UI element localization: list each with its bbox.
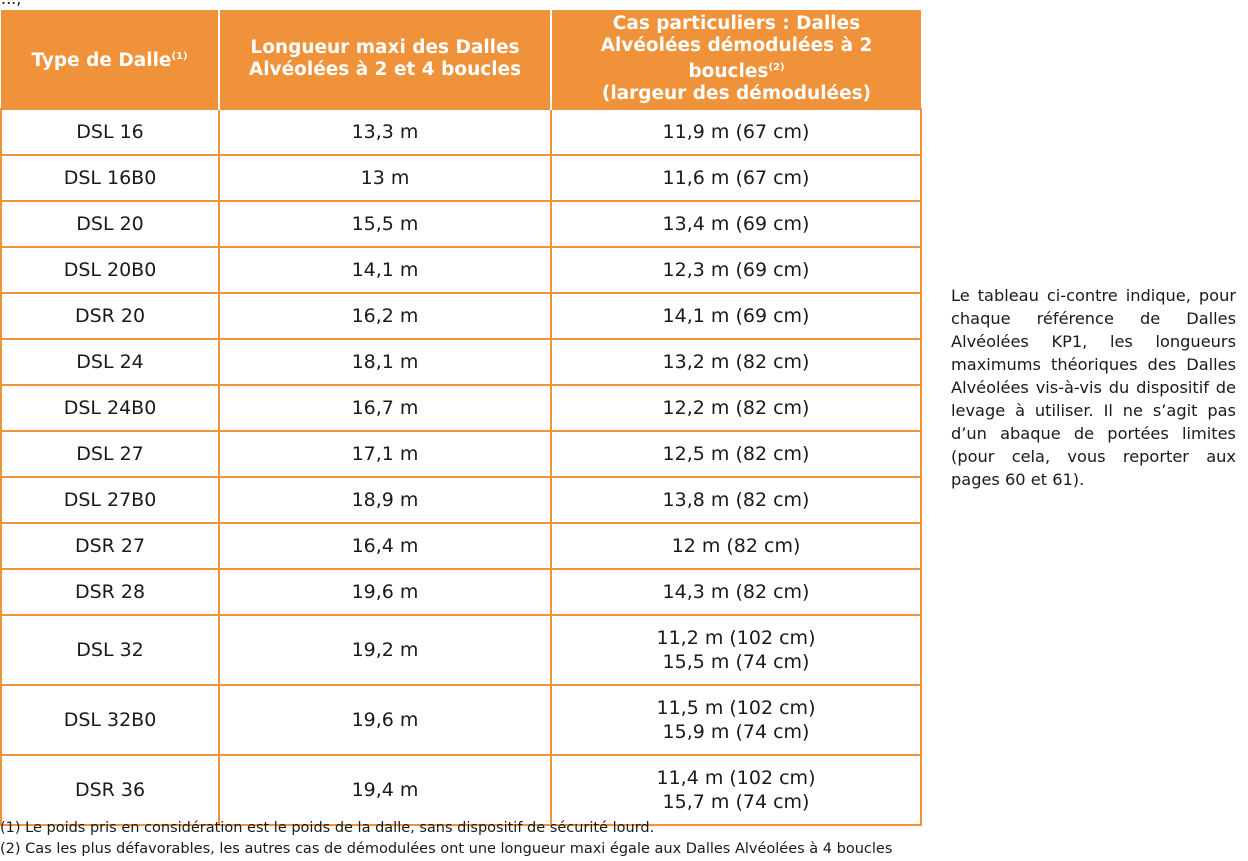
special-case-value: 11,2 m (102 cm): [656, 627, 816, 649]
cell-slab-type: DSL 24: [1, 339, 219, 385]
cell-special-case: [551, 201, 921, 247]
footnote-1: (1) Le poids pris en considération est le poids de la dalle, sans dispositif de sécurité lourd.: [0, 820, 655, 836]
cut-off-top-text: [0, 0, 60, 10]
cell-special-case: [551, 109, 921, 155]
cell-special-case: [551, 293, 921, 339]
side-note: Le tableau ci-contre indique, pour chaque référence de Dalles Alvéolées KP1, les longueurs maximums théoriques des Dalles Alvéolées vis-à-vis du dispositif de levage à utiliser. Il ne s’agit pas d’un abaque de portées limites (pour cela, vous reporter aux pages 60 et 61).: [951, 286, 1236, 489]
slab-length-table: [0, 10, 922, 826]
cell-special-case: [551, 339, 921, 385]
table-header-row: [1, 10, 921, 109]
cell-max-length: 14,1 m: [219, 247, 551, 293]
table-row: [1, 431, 921, 477]
cell-max-length: 18,1 m: [219, 339, 551, 385]
header-max-length: Longueur maxi des Dalles Alvéolées à 2 et 4 boucles: [219, 10, 551, 109]
table-row: [1, 477, 921, 523]
special-case-value: 15,5 m (74 cm): [662, 651, 810, 673]
table-row: [1, 109, 921, 155]
cell-slab-type: DSL 27B0: [1, 477, 219, 523]
special-case-value: 11,6 m (67 cm): [662, 167, 810, 189]
cell-special-case: [551, 615, 921, 685]
cell-slab-type: DSL 32B0: [1, 685, 219, 755]
cell-max-length: 18,9 m: [219, 477, 551, 523]
cell-special-case: [551, 523, 921, 569]
special-case-value: 11,9 m (67 cm): [662, 121, 810, 143]
cell-slab-type: DSL 20B0: [1, 247, 219, 293]
cell-max-length: 16,2 m: [219, 293, 551, 339]
table-row: [1, 569, 921, 615]
cell-slab-type: DSR 28: [1, 569, 219, 615]
cell-slab-type: DSL 24B0: [1, 385, 219, 431]
cell-max-length: 16,7 m: [219, 385, 551, 431]
cell-max-length: 13 m: [219, 155, 551, 201]
table-row: [1, 247, 921, 293]
table-row: [1, 155, 921, 201]
special-case-value: 12,3 m (69 cm): [662, 259, 810, 281]
cell-special-case: [551, 385, 921, 431]
special-case-value: 13,4 m (69 cm): [662, 213, 810, 235]
cell-special-case: [551, 569, 921, 615]
special-case-value: 14,3 m (82 cm): [662, 581, 810, 603]
cell-special-case: [551, 685, 921, 755]
cell-slab-type: DSR 27: [1, 523, 219, 569]
cell-slab-type: DSR 20: [1, 293, 219, 339]
cell-max-length: 17,1 m: [219, 431, 551, 477]
table-row: [1, 685, 921, 755]
cell-slab-type: DSL 32: [1, 615, 219, 685]
cell-special-case: [551, 755, 921, 825]
table-row: [1, 293, 921, 339]
cell-max-length: 19,6 m: [219, 569, 551, 615]
special-case-value: 13,8 m (82 cm): [662, 489, 810, 511]
special-case-value: 12,5 m (82 cm): [662, 443, 810, 465]
special-case-value: 11,5 m (102 cm): [656, 697, 816, 719]
header-special-cases: Cas particuliers : Dalles Alvéolées démodulées à 2 boucles$^{(2)}$ (largeur des démodulées): [551, 10, 921, 109]
header-slab-type: Type de Dalle$^{(1)}$: [1, 10, 219, 109]
special-case-value: 12 m (82 cm): [671, 535, 801, 557]
table-row: [1, 339, 921, 385]
cell-max-length: 19,2 m: [219, 615, 551, 685]
cell-max-length: 19,4 m: [219, 755, 551, 825]
cell-slab-type: DSR 36: [1, 755, 219, 825]
special-case-value: 11,4 m (102 cm): [656, 767, 816, 789]
cell-slab-type: DSL 27: [1, 431, 219, 477]
cell-special-case: [551, 155, 921, 201]
table-row: [1, 523, 921, 569]
special-case-value: 15,9 m (74 cm): [662, 721, 810, 743]
cell-slab-type: DSL 20: [1, 201, 219, 247]
special-case-value: 14,1 m (69 cm): [662, 305, 810, 327]
special-case-value: 12,2 m (82 cm): [662, 397, 810, 419]
cell-max-length: 16,4 m: [219, 523, 551, 569]
table-row: [1, 201, 921, 247]
table-row: [1, 385, 921, 431]
cell-special-case: [551, 477, 921, 523]
special-case-value: 15,7 m (74 cm): [662, 791, 810, 813]
cell-special-case: [551, 247, 921, 293]
cell-max-length: 13,3 m: [219, 109, 551, 155]
table-row: [1, 755, 921, 825]
cell-slab-type: DSL 16B0: [1, 155, 219, 201]
special-case-value: 13,2 m (82 cm): [662, 351, 810, 373]
cell-special-case: [551, 431, 921, 477]
cell-slab-type: DSL 16: [1, 109, 219, 155]
footnote-2: (2) Cas les plus défavorables, les autres cas de démodulées ont une longueur maxi égale aux Dalles Alvéolées à 4 boucles: [0, 841, 893, 857]
table-row: [1, 615, 921, 685]
cell-max-length: 19,6 m: [219, 685, 551, 755]
cell-max-length: 15,5 m: [219, 201, 551, 247]
